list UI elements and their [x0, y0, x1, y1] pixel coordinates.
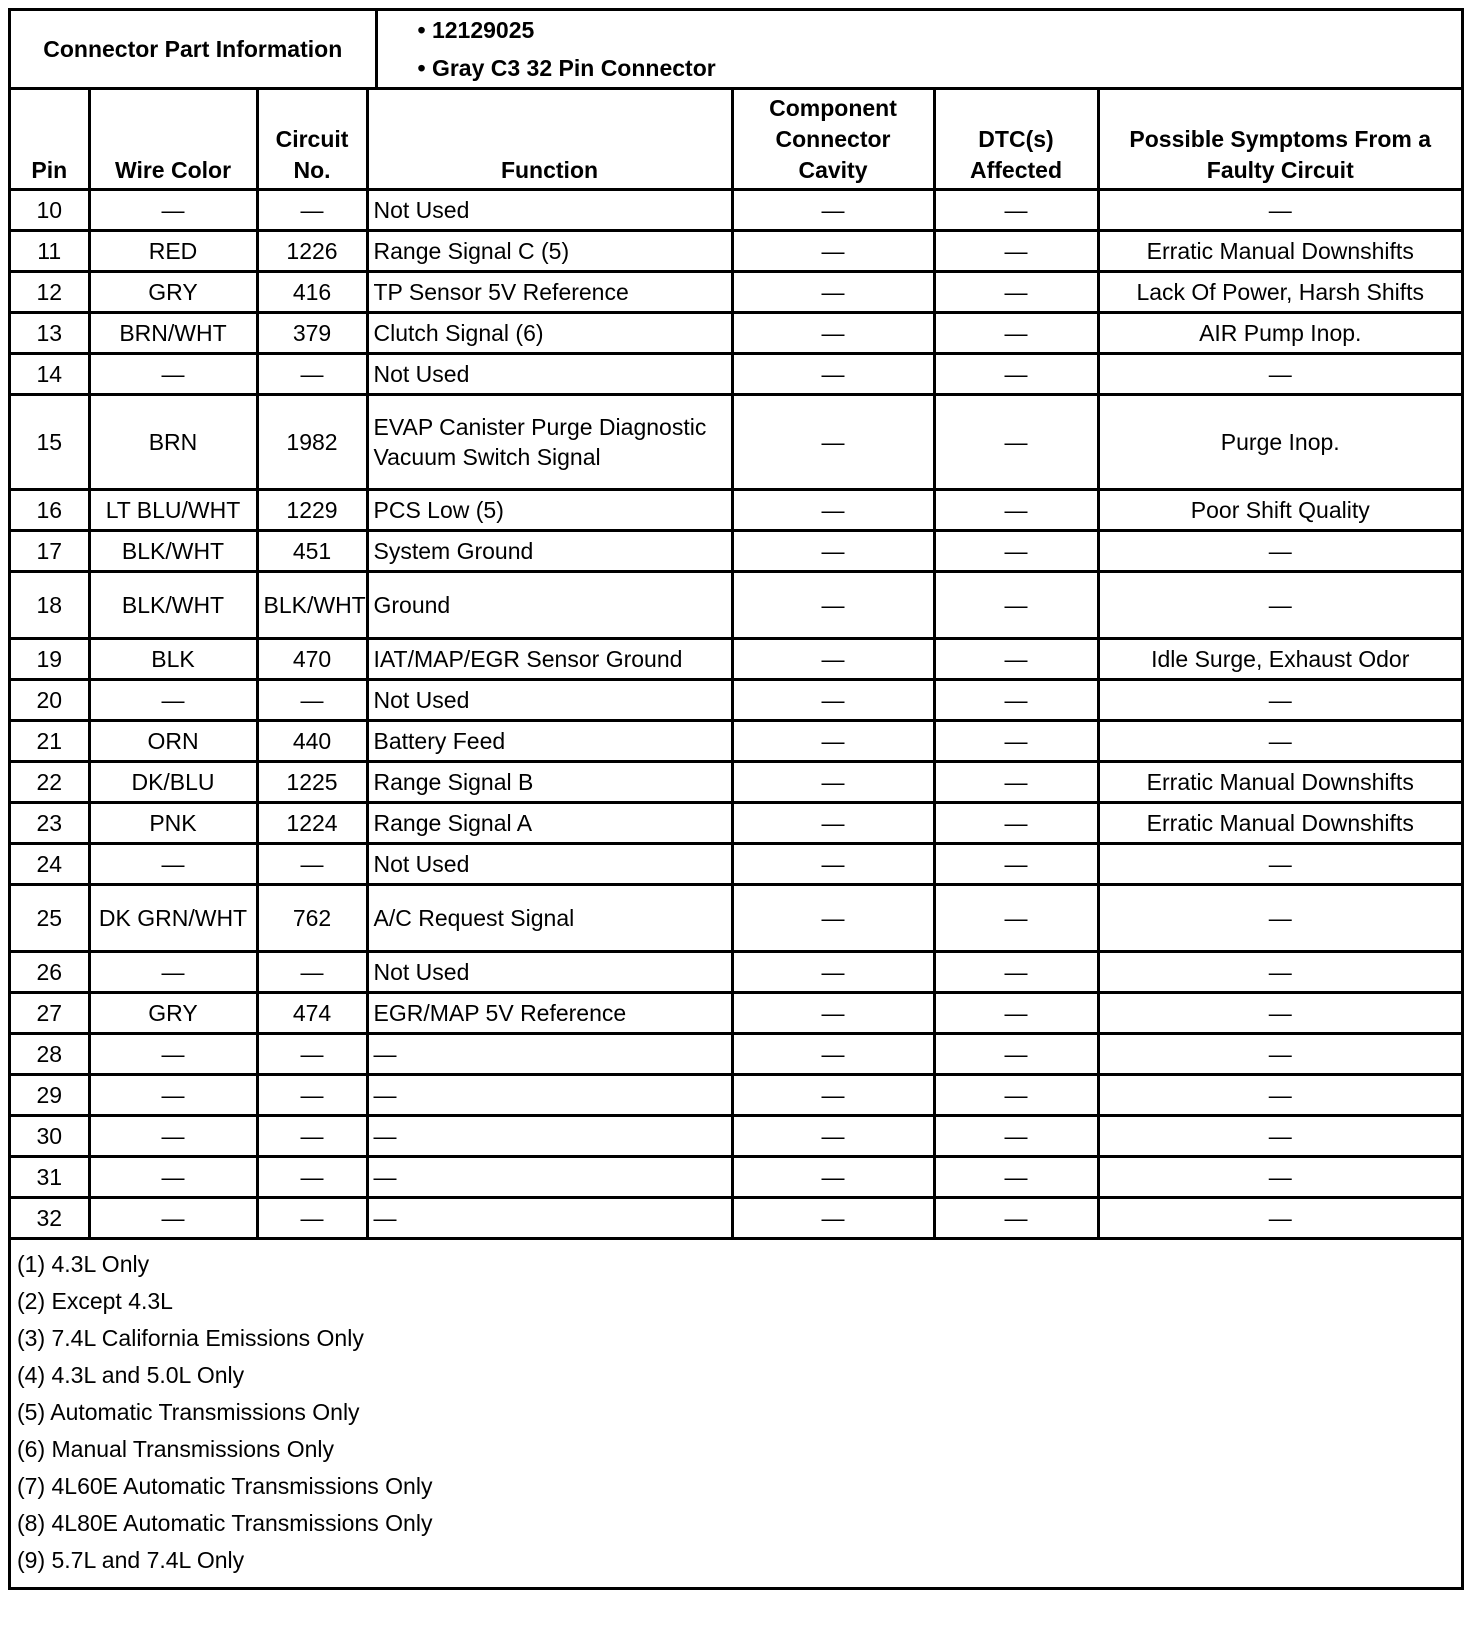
dtc-cell: —	[934, 395, 1098, 490]
table-row	[11, 844, 1461, 885]
wire-color-cell: PNK	[89, 803, 257, 844]
dtc-cell: —	[934, 1198, 1098, 1239]
function-cell: EVAP Canister Purge Diagnostic Vacuum Switch Signal	[367, 395, 732, 490]
wire-color-cell: DK/BLU	[89, 762, 257, 803]
wire-color-cell: BLK/WHT	[89, 572, 257, 639]
wire-color-cell: BRN/WHT	[89, 313, 257, 354]
wire-color-cell: BLK/WHT	[89, 531, 257, 572]
circuit-cell: BLK/WHT	[257, 572, 367, 639]
wire-color-cell: GRY	[89, 993, 257, 1034]
table-row	[11, 190, 1461, 231]
pin-cell: 23	[11, 803, 89, 844]
wire-color-cell: —	[89, 190, 257, 231]
pin-cell: 18	[11, 572, 89, 639]
wire-color-cell: —	[89, 1198, 257, 1239]
dtc-cell: —	[934, 490, 1098, 531]
dtc-cell: —	[934, 762, 1098, 803]
wire-color-cell: —	[89, 1034, 257, 1075]
footnote: (2) Except 4.3L	[17, 1288, 173, 1314]
dtc-cell: —	[934, 531, 1098, 572]
symptom-cell: —	[1098, 354, 1461, 395]
pin-cell: 15	[11, 395, 89, 490]
function-cell: Not Used	[367, 354, 732, 395]
dtc-cell: —	[934, 272, 1098, 313]
pin-cell: 25	[11, 885, 89, 952]
table-row	[11, 1116, 1461, 1157]
table-row	[11, 395, 1461, 490]
cavity-cell: —	[732, 395, 934, 490]
circuit-cell: —	[257, 190, 367, 231]
dtc-cell: —	[934, 993, 1098, 1034]
table-row	[11, 1075, 1461, 1116]
cavity-cell: —	[732, 762, 934, 803]
table-row	[11, 231, 1461, 272]
symptom-cell: —	[1098, 572, 1461, 639]
header-circuit-no: Circuit No.	[257, 90, 367, 190]
header-symptoms: Possible Symptoms From a Faulty Circuit	[1098, 90, 1461, 190]
connector-document	[8, 8, 1464, 1590]
cavity-cell: —	[732, 721, 934, 762]
dtc-cell: —	[934, 313, 1098, 354]
function-cell: PCS Low (5)	[367, 490, 732, 531]
wire-color-cell: —	[89, 354, 257, 395]
footnote: (7) 4L60E Automatic Transmissions Only	[17, 1473, 433, 1499]
pin-cell: 30	[11, 1116, 89, 1157]
symptom-cell: —	[1098, 1157, 1461, 1198]
footnote: (4) 4.3L and 5.0L Only	[17, 1362, 245, 1388]
connector-description: • Gray C3 32 Pin Connector	[417, 55, 716, 81]
function-cell: Not Used	[367, 190, 732, 231]
function-cell: Clutch Signal (6)	[367, 313, 732, 354]
footnote: (1) 4.3L Only	[17, 1251, 150, 1277]
footnote: (9) 5.7L and 7.4L Only	[17, 1547, 245, 1573]
dtc-cell: —	[934, 721, 1098, 762]
function-cell: Battery Feed	[367, 721, 732, 762]
function-cell: —	[367, 1157, 732, 1198]
circuit-cell: —	[257, 1198, 367, 1239]
pin-cell: 19	[11, 639, 89, 680]
connector-part-number: • 12129025	[417, 17, 535, 43]
footnote: (5) Automatic Transmissions Only	[17, 1399, 360, 1425]
dtc-cell: —	[934, 1075, 1098, 1116]
table-row	[11, 1198, 1461, 1239]
dtc-cell: —	[934, 1034, 1098, 1075]
pin-cell: 14	[11, 354, 89, 395]
circuit-cell: —	[257, 1157, 367, 1198]
circuit-cell: 762	[257, 885, 367, 952]
table-row	[11, 1157, 1461, 1198]
cavity-cell: —	[732, 313, 934, 354]
symptom-cell: —	[1098, 680, 1461, 721]
wire-color-cell: BRN	[89, 395, 257, 490]
symptom-cell: —	[1098, 1198, 1461, 1239]
cavity-cell: —	[732, 1198, 934, 1239]
function-cell: Range Signal B	[367, 762, 732, 803]
dtc-cell: —	[934, 572, 1098, 639]
connector-info-table	[11, 11, 1461, 90]
connector-info-label: Connector Part Information	[11, 11, 376, 89]
symptom-cell: —	[1098, 1034, 1461, 1075]
pin-cell: 20	[11, 680, 89, 721]
wire-color-cell: LT BLU/WHT	[89, 490, 257, 531]
header-cavity: Component Connector Cavity	[732, 90, 934, 190]
circuit-cell: —	[257, 952, 367, 993]
symptom-cell: AIR Pump Inop.	[1098, 313, 1461, 354]
wire-color-cell: —	[89, 680, 257, 721]
table-row	[11, 762, 1461, 803]
header-wire-color: Wire Color	[89, 90, 257, 190]
function-cell: Not Used	[367, 680, 732, 721]
pin-cell: 31	[11, 1157, 89, 1198]
function-cell: —	[367, 1116, 732, 1157]
cavity-cell: —	[732, 272, 934, 313]
table-row	[11, 572, 1461, 639]
circuit-cell: 1226	[257, 231, 367, 272]
symptom-cell: —	[1098, 531, 1461, 572]
dtc-cell: —	[934, 354, 1098, 395]
footnotes	[11, 1240, 1461, 1587]
cavity-cell: —	[732, 952, 934, 993]
circuit-cell: 1982	[257, 395, 367, 490]
dtc-cell: —	[934, 680, 1098, 721]
table-row	[11, 354, 1461, 395]
function-cell: Range Signal C (5)	[367, 231, 732, 272]
table-row	[11, 993, 1461, 1034]
cavity-cell: —	[732, 1157, 934, 1198]
pin-cell: 17	[11, 531, 89, 572]
cavity-cell: —	[732, 844, 934, 885]
circuit-cell: 451	[257, 531, 367, 572]
pin-cell: 32	[11, 1198, 89, 1239]
dtc-cell: —	[934, 231, 1098, 272]
symptom-cell: Purge Inop.	[1098, 395, 1461, 490]
function-cell: —	[367, 1075, 732, 1116]
symptom-cell: Erratic Manual Downshifts	[1098, 762, 1461, 803]
cavity-cell: —	[732, 354, 934, 395]
symptom-cell: Idle Surge, Exhaust Odor	[1098, 639, 1461, 680]
function-cell: Not Used	[367, 952, 732, 993]
table-row	[11, 885, 1461, 952]
wire-color-cell: ORN	[89, 721, 257, 762]
pin-cell: 21	[11, 721, 89, 762]
cavity-cell: —	[732, 639, 934, 680]
cavity-cell: —	[732, 572, 934, 639]
cavity-cell: —	[732, 490, 934, 531]
pin-cell: 13	[11, 313, 89, 354]
cavity-cell: —	[732, 680, 934, 721]
connector-info-row	[11, 11, 1461, 89]
cavity-cell: —	[732, 885, 934, 952]
pin-cell: 22	[11, 762, 89, 803]
circuit-cell: 470	[257, 639, 367, 680]
pin-cell: 10	[11, 190, 89, 231]
symptom-cell: Lack Of Power, Harsh Shifts	[1098, 272, 1461, 313]
pin-cell: 24	[11, 844, 89, 885]
circuit-cell: 474	[257, 993, 367, 1034]
symptom-cell: —	[1098, 952, 1461, 993]
function-cell: EGR/MAP 5V Reference	[367, 993, 732, 1034]
cavity-cell: —	[732, 803, 934, 844]
pin-table-body	[11, 190, 1461, 1239]
circuit-cell: 379	[257, 313, 367, 354]
function-cell: Not Used	[367, 844, 732, 885]
wire-color-cell: BLK	[89, 639, 257, 680]
cavity-cell: —	[732, 531, 934, 572]
symptom-cell: —	[1098, 190, 1461, 231]
pin-table-header	[11, 90, 1461, 190]
connector-info-values	[376, 11, 1461, 89]
circuit-cell: 440	[257, 721, 367, 762]
symptom-cell: —	[1098, 1075, 1461, 1116]
pin-cell: 28	[11, 1034, 89, 1075]
pin-table	[11, 90, 1461, 1240]
pin-cell: 12	[11, 272, 89, 313]
header-dtc: DTC(s) Affected	[934, 90, 1098, 190]
cavity-cell: —	[732, 993, 934, 1034]
table-row	[11, 721, 1461, 762]
wire-color-cell: RED	[89, 231, 257, 272]
pin-cell: 26	[11, 952, 89, 993]
symptom-cell: Erratic Manual Downshifts	[1098, 231, 1461, 272]
function-cell: Range Signal A	[367, 803, 732, 844]
function-cell: —	[367, 1198, 732, 1239]
cavity-cell: —	[732, 1034, 934, 1075]
dtc-cell: —	[934, 1116, 1098, 1157]
header-pin: Pin	[11, 90, 89, 190]
dtc-cell: —	[934, 844, 1098, 885]
table-row	[11, 272, 1461, 313]
wire-color-cell: GRY	[89, 272, 257, 313]
dtc-cell: —	[934, 1157, 1098, 1198]
wire-color-cell: —	[89, 844, 257, 885]
wire-color-cell: —	[89, 952, 257, 993]
table-row	[11, 952, 1461, 993]
cavity-cell: —	[732, 190, 934, 231]
footnote: (3) 7.4L California Emissions Only	[17, 1325, 364, 1351]
function-cell: System Ground	[367, 531, 732, 572]
footnote: (8) 4L80E Automatic Transmissions Only	[17, 1510, 433, 1536]
circuit-cell: —	[257, 680, 367, 721]
circuit-cell: 416	[257, 272, 367, 313]
circuit-cell: —	[257, 1116, 367, 1157]
symptom-cell: —	[1098, 993, 1461, 1034]
table-row	[11, 313, 1461, 354]
cavity-cell: —	[732, 1075, 934, 1116]
circuit-cell: —	[257, 1034, 367, 1075]
header-function: Function	[367, 90, 732, 190]
wire-color-cell: DK GRN/WHT	[89, 885, 257, 952]
symptom-cell: —	[1098, 721, 1461, 762]
cavity-cell: —	[732, 1116, 934, 1157]
circuit-cell: —	[257, 844, 367, 885]
symptom-cell: Poor Shift Quality	[1098, 490, 1461, 531]
dtc-cell: —	[934, 885, 1098, 952]
pin-cell: 27	[11, 993, 89, 1034]
table-row	[11, 490, 1461, 531]
dtc-cell: —	[934, 190, 1098, 231]
function-cell: TP Sensor 5V Reference	[367, 272, 732, 313]
pin-cell: 11	[11, 231, 89, 272]
circuit-cell: —	[257, 1075, 367, 1116]
symptom-cell: —	[1098, 844, 1461, 885]
circuit-cell: 1225	[257, 762, 367, 803]
function-cell: A/C Request Signal	[367, 885, 732, 952]
function-cell: Ground	[367, 572, 732, 639]
table-row	[11, 531, 1461, 572]
cavity-cell: —	[732, 231, 934, 272]
symptom-cell: —	[1098, 1116, 1461, 1157]
wire-color-cell: —	[89, 1116, 257, 1157]
table-row	[11, 680, 1461, 721]
symptom-cell: —	[1098, 885, 1461, 952]
dtc-cell: —	[934, 952, 1098, 993]
circuit-cell: 1224	[257, 803, 367, 844]
wire-color-cell: —	[89, 1157, 257, 1198]
dtc-cell: —	[934, 639, 1098, 680]
footnote: (6) Manual Transmissions Only	[17, 1436, 334, 1462]
symptom-cell: Erratic Manual Downshifts	[1098, 803, 1461, 844]
circuit-cell: —	[257, 354, 367, 395]
table-row	[11, 803, 1461, 844]
function-cell: IAT/MAP/EGR Sensor Ground	[367, 639, 732, 680]
pin-cell: 16	[11, 490, 89, 531]
table-row	[11, 1034, 1461, 1075]
function-cell: —	[367, 1034, 732, 1075]
dtc-cell: —	[934, 803, 1098, 844]
table-row	[11, 639, 1461, 680]
wire-color-cell: —	[89, 1075, 257, 1116]
circuit-cell: 1229	[257, 490, 367, 531]
pin-cell: 29	[11, 1075, 89, 1116]
